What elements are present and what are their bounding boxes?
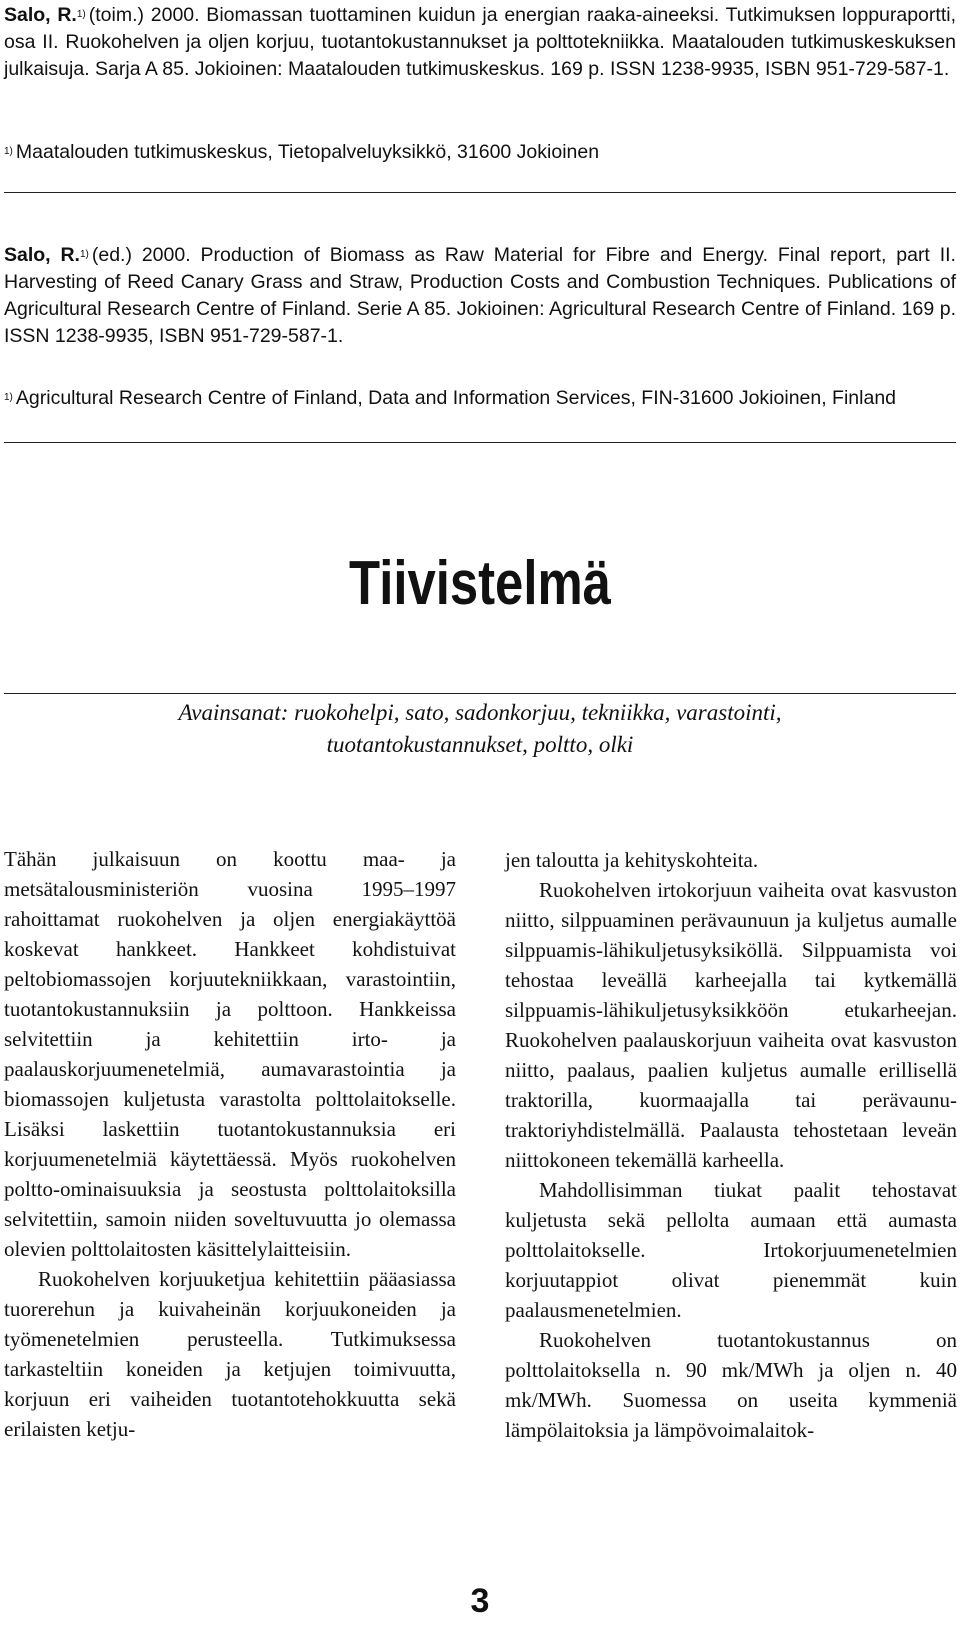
keywords-line-2: tuotantokustannukset, poltto, olki: [326, 732, 634, 757]
divider: [4, 693, 956, 694]
left-column: [4, 844, 456, 1444]
affiliation-text: Maatalouden tutkimuskeskus, Tietopalveluyksikkö, 31600 Jokioinen: [15, 141, 600, 163]
keywords: [0, 697, 960, 761]
paragraph: Ruokohelven korjuuketjua kehitettiin pääasiassa tuorerehun ja kuivaheinän korjuukoneiden ja työmenetelmien perusteella. Tutkimuksessa tarkasteltiin koneiden ja ketjujen toimivuutta, korjuun eri vaiheiden tuotantotehokkuutta sekä erilaisten ketju-: [4, 1267, 456, 1441]
footnote-marker: 1): [4, 392, 13, 403]
paragraph: Ruokohelven tuotantokustannus on polttolaitoksella n. 90 mk/MWh ja oljen n. 40 mk/MWh. Suomessa on useita kymmeniä lämpölaitoksia ja lämpövoimalaitok-: [505, 1328, 957, 1442]
right-column: [505, 845, 957, 1445]
page-title: Tiivistelmä: [349, 549, 611, 618]
author-name: Salo, R.: [4, 244, 80, 266]
paragraph: Mahdollisimman tiukat paalit tehostavat kuljetusta sekä pellolta aumaan että aumasta polttolaitokselle. Irtokorjuumenetelmien korjuutappiot olivat pienemmät kuin paalausmenetelmien.: [505, 1178, 957, 1322]
keywords-line-1: Avainsanat: ruokohelpi, sato, sadonkorjuu, tekniikka, varastointi,: [178, 700, 782, 725]
footnote-marker: 1): [79, 249, 89, 260]
reference-english: [4, 242, 956, 350]
reference-text: (ed.) 2000. Production of Biomass as Raw Material for Fibre and Energy. Final report, part II. Harvesting of Reed Canary Grass and Straw, Production Costs and Combustion Techniques. Publications of Agricultural Research Centre of Finland. Serie A 85. Jokioinen: Agricultural Research Centre of Finland. 169 p. ISSN 1238-9935, ISBN 951-729-587-1.: [4, 244, 956, 347]
author-name: Salo, R.: [4, 4, 77, 26]
paragraph: jen taloutta ja kehityskohteita.: [505, 848, 759, 872]
reference-finnish: [4, 2, 956, 83]
paragraph: Tähän julkaisuun on koottu maa- ja metsätalousministeriön vuosina 1995–1997 rahoittamat ruokohelven ja oljen energiakäyttöä koskevat hankkeet. Hankkeet kohdistuivat peltobiomassojen korjuutekniikkaan, varastointiin, tuotantokustannuksiin ja polttoon. Hankkeissa selvitettiin ja kehitettiin irto- ja paalauskorjuumenetelmiä, aumavarastointia ja biomassojen kuljetusta varastolta polttolaitokselle. Lisäksi laskettiin tuotantokustannuksia eri korjuumenetelmiä käytettäessä. Myös ruokohelven poltto-ominaisuuksia ja seostusta polttolaitoksilla selvitettiin, samoin niiden soveltuvuutta jo olemassa olevien polttolaitosten käsittelylaitteisiin.: [4, 847, 456, 1261]
page-number: 3: [470, 1582, 490, 1620]
affiliation-english: [4, 385, 956, 412]
divider: [4, 192, 956, 193]
footnote-marker: 1): [4, 146, 13, 157]
divider: [4, 442, 956, 443]
reference-text: (toim.) 2000. Biomassan tuottaminen kuidun ja energian raaka-aineeksi. Tutkimuksen loppuraportti, osa II. Ruokohelven ja oljen korjuu, tuotantokustannukset ja polttotekniikka. Maatalouden tutkimuskeskuksen julkaisuja. Sarja A 85. Jokioinen: Maatalouden tutkimuskeskus. 169 p. ISSN 1238-9935, ISBN 951-729-587-1.: [4, 4, 956, 80]
affiliation-text: Agricultural Research Centre of Finland, Data and Information Services, FIN-31600 Jokioinen, Finland: [15, 387, 897, 409]
affiliation-finnish: [4, 139, 599, 166]
footnote-marker: 1): [76, 9, 86, 20]
paragraph: Ruokohelven irtokorjuun vaiheita ovat kasvuston niitto, silppuaminen perävaunuun ja kuljetus aumalle silppuamis-lähikuljetusyksiköllä. Silppuamista voi tehostaa leveällä karheejalla tai kytkemällä silppuamis-lähikuljetusyksikköön etukarheejan. Ruokohelven paalauskorjuun vaiheita ovat kasvuston niitto, paalaus, paalien kuljetus aumalle erillisellä traktorilla, kuormaajalla tai perävaunu-traktoriyhdistelmällä. Paalausta tehostetaan leveän niittokoneen tekemällä karheella.: [505, 878, 957, 1172]
